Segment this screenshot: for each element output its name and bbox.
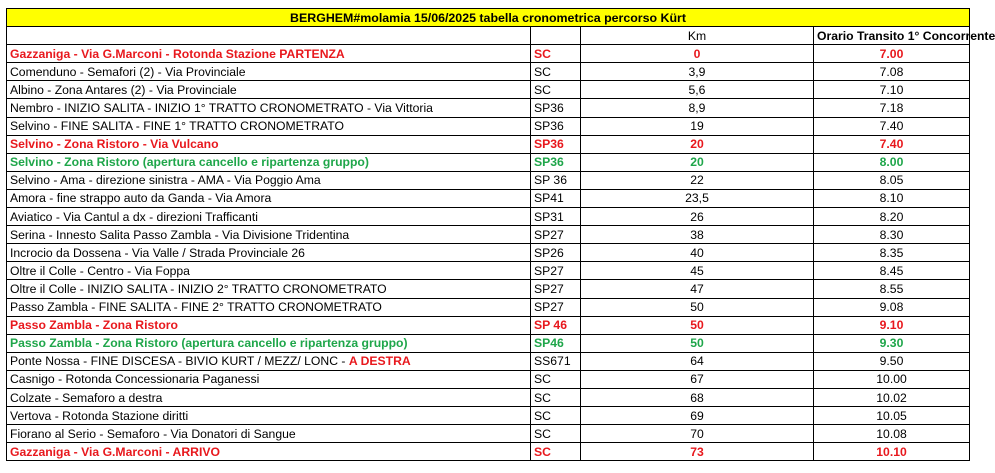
row-location bbox=[7, 135, 531, 153]
row-road: SC bbox=[531, 63, 581, 81]
row-km: 50 bbox=[581, 334, 814, 352]
row-road: SC bbox=[531, 425, 581, 443]
title-row bbox=[7, 9, 970, 27]
row-location-text: Nembro - INIZIO SALITA - INIZIO 1° TRATTO CRONOMETRATO - Via Vittoria bbox=[10, 101, 433, 116]
table-row bbox=[7, 407, 970, 425]
row-time: 7.40 bbox=[814, 135, 970, 153]
row-road: SC bbox=[531, 388, 581, 406]
row-location-text: Serina - Innesto Salita Passo Zambla - Via Divisione Tridentina bbox=[10, 227, 350, 242]
row-location-text: Selvino - FINE SALITA - FINE 1° TRATTO CRONOMETRATO bbox=[10, 119, 344, 134]
table-row bbox=[7, 189, 970, 207]
row-time: 8.35 bbox=[814, 244, 970, 262]
row-location-text: Aviatico - Via Cantul a dx - direzioni Trafficanti bbox=[10, 209, 258, 224]
row-road: SP41 bbox=[531, 189, 581, 207]
row-km: 26 bbox=[581, 208, 814, 226]
table-row bbox=[7, 117, 970, 135]
row-location-text: Oltre il Colle - Centro - Via Foppa bbox=[10, 263, 190, 278]
row-time: 7.08 bbox=[814, 63, 970, 81]
row-location-text: Ponte Nossa - FINE DISCESA - BIVIO KURT / MEZZ/ LONC - bbox=[10, 354, 349, 369]
row-time: 7.00 bbox=[814, 45, 970, 63]
row-location bbox=[7, 352, 531, 370]
row-road: SP36 bbox=[531, 153, 581, 171]
table-row bbox=[7, 153, 970, 171]
row-time: 10.08 bbox=[814, 425, 970, 443]
row-km: 23,5 bbox=[581, 189, 814, 207]
row-location-text: Oltre il Colle - INIZIO SALITA - INIZIO 2° TRATTO CRONOMETRATO bbox=[10, 281, 387, 296]
row-time: 8.05 bbox=[814, 171, 970, 189]
row-location bbox=[7, 443, 531, 461]
row-road: SP27 bbox=[531, 262, 581, 280]
row-location bbox=[7, 298, 531, 316]
row-km: 50 bbox=[581, 298, 814, 316]
row-time: 7.40 bbox=[814, 117, 970, 135]
table-row bbox=[7, 244, 970, 262]
row-location-text: Gazzaniga - Via G.Marconi - ARRIVO bbox=[10, 444, 220, 459]
row-location bbox=[7, 334, 531, 352]
row-road: SS671 bbox=[531, 352, 581, 370]
row-km: 70 bbox=[581, 425, 814, 443]
table-row bbox=[7, 352, 970, 370]
table-row bbox=[7, 208, 970, 226]
row-road: SP31 bbox=[531, 208, 581, 226]
row-location-text: Casnigo - Rotonda Concessionaria Paganessi bbox=[10, 372, 260, 387]
row-time: 10.10 bbox=[814, 443, 970, 461]
row-location-text: Selvino - Zona Ristoro - Via Vulcano bbox=[10, 137, 219, 152]
row-time: 8.30 bbox=[814, 226, 970, 244]
row-road: SC bbox=[531, 407, 581, 425]
row-location bbox=[7, 226, 531, 244]
table-title: BERGHEM#molamia 15/06/2025 tabella cronometrica percorso Kürt bbox=[7, 9, 970, 27]
header-km: Km bbox=[581, 27, 814, 45]
row-location bbox=[7, 280, 531, 298]
row-time: 9.30 bbox=[814, 334, 970, 352]
row-km: 50 bbox=[581, 316, 814, 334]
row-km: 5,6 bbox=[581, 81, 814, 99]
row-location bbox=[7, 388, 531, 406]
row-time: 10.00 bbox=[814, 370, 970, 388]
row-location bbox=[7, 316, 531, 334]
row-location-text: Incrocio da Dossena - Via Valle / Strada Provinciale 26 bbox=[10, 245, 305, 260]
row-km: 40 bbox=[581, 244, 814, 262]
table-row bbox=[7, 334, 970, 352]
row-location bbox=[7, 117, 531, 135]
row-km: 68 bbox=[581, 388, 814, 406]
row-location-text: Selvino - Ama - direzione sinistra - AMA - Via Poggio Ama bbox=[10, 173, 321, 188]
header-time: Orario Transito 1° Concorrente bbox=[814, 27, 970, 45]
row-location bbox=[7, 99, 531, 117]
row-location-text: Passo Zambla - Zona Ristoro (apertura cancello e ripartenza gruppo) bbox=[10, 336, 408, 351]
row-km: 69 bbox=[581, 407, 814, 425]
row-location bbox=[7, 425, 531, 443]
row-road: SP27 bbox=[531, 280, 581, 298]
row-location-text: Passo Zambla - FINE SALITA - FINE 2° TRATTO CRONOMETRATO bbox=[10, 300, 382, 315]
row-time: 7.10 bbox=[814, 81, 970, 99]
row-road: SP26 bbox=[531, 244, 581, 262]
row-km: 0 bbox=[581, 45, 814, 63]
row-location-text: Amora - fine strappo auto da Ganda - Via Amora bbox=[10, 191, 272, 206]
table-row bbox=[7, 425, 970, 443]
row-km: 20 bbox=[581, 153, 814, 171]
row-km: 19 bbox=[581, 117, 814, 135]
row-location bbox=[7, 81, 531, 99]
row-road: SC bbox=[531, 370, 581, 388]
row-km: 3,9 bbox=[581, 63, 814, 81]
row-time: 10.02 bbox=[814, 388, 970, 406]
row-time: 8.45 bbox=[814, 262, 970, 280]
row-road: SP36 bbox=[531, 117, 581, 135]
row-road: SP36 bbox=[531, 135, 581, 153]
row-km: 20 bbox=[581, 135, 814, 153]
row-time: 8.20 bbox=[814, 208, 970, 226]
row-road: SP 36 bbox=[531, 171, 581, 189]
row-location-text: Fiorano al Serio - Semaforo - Via Donatori di Sangue bbox=[10, 426, 296, 441]
row-location bbox=[7, 244, 531, 262]
row-road: SP27 bbox=[531, 298, 581, 316]
row-location-text: Vertova - Rotonda Stazione diritti bbox=[10, 408, 189, 423]
row-road: SP27 bbox=[531, 226, 581, 244]
row-location-text: Comenduno - Semafori (2) - Via Provinciale bbox=[10, 64, 246, 79]
row-time: 7.18 bbox=[814, 99, 970, 117]
table-row bbox=[7, 262, 970, 280]
row-time: 8.10 bbox=[814, 189, 970, 207]
row-location-text: Selvino - Zona Ristoro (apertura cancello e ripartenza gruppo) bbox=[10, 155, 369, 170]
row-km: 67 bbox=[581, 370, 814, 388]
table-row bbox=[7, 81, 970, 99]
row-road: SP 46 bbox=[531, 316, 581, 334]
header-place bbox=[7, 27, 531, 45]
table-row bbox=[7, 370, 970, 388]
row-km: 22 bbox=[581, 171, 814, 189]
table-row bbox=[7, 298, 970, 316]
row-road: SP46 bbox=[531, 334, 581, 352]
table-row bbox=[7, 226, 970, 244]
row-km: 73 bbox=[581, 443, 814, 461]
table-row bbox=[7, 135, 970, 153]
row-location bbox=[7, 63, 531, 81]
row-location bbox=[7, 262, 531, 280]
row-location bbox=[7, 189, 531, 207]
row-road: SP36 bbox=[531, 99, 581, 117]
row-location-text: Passo Zambla - Zona Ristoro bbox=[10, 318, 178, 333]
header-row bbox=[7, 27, 970, 45]
row-km: 47 bbox=[581, 280, 814, 298]
row-time: 10.05 bbox=[814, 407, 970, 425]
row-location bbox=[7, 370, 531, 388]
row-time: 8.55 bbox=[814, 280, 970, 298]
row-location bbox=[7, 45, 531, 63]
row-km: 38 bbox=[581, 226, 814, 244]
row-location bbox=[7, 153, 531, 171]
row-km: 8,9 bbox=[581, 99, 814, 117]
row-time: 9.50 bbox=[814, 352, 970, 370]
table-row bbox=[7, 63, 970, 81]
route-timing-table bbox=[6, 8, 995, 461]
table-row bbox=[7, 316, 970, 334]
row-km: 64 bbox=[581, 352, 814, 370]
row-location-text: Colzate - Semaforo a destra bbox=[10, 390, 163, 405]
table-row bbox=[7, 99, 970, 117]
row-road: SC bbox=[531, 443, 581, 461]
table-row bbox=[7, 280, 970, 298]
row-location bbox=[7, 407, 531, 425]
row-location-text: Gazzaniga - Via G.Marconi - Rotonda Stazione PARTENZA bbox=[10, 46, 345, 61]
row-location-direction: A DESTRA bbox=[348, 354, 411, 369]
row-time: 9.10 bbox=[814, 316, 970, 334]
row-location-text: Albino - Zona Antares (2) - Via Provinciale bbox=[10, 82, 237, 97]
row-road: SC bbox=[531, 45, 581, 63]
table-row bbox=[7, 388, 970, 406]
row-location bbox=[7, 171, 531, 189]
row-time: 9.08 bbox=[814, 298, 970, 316]
table-row bbox=[7, 443, 970, 461]
table-row bbox=[7, 45, 970, 63]
row-location bbox=[7, 208, 531, 226]
table-row bbox=[7, 171, 970, 189]
row-km: 45 bbox=[581, 262, 814, 280]
row-time: 8.00 bbox=[814, 153, 970, 171]
header-road bbox=[531, 27, 581, 45]
row-road: SC bbox=[531, 81, 581, 99]
